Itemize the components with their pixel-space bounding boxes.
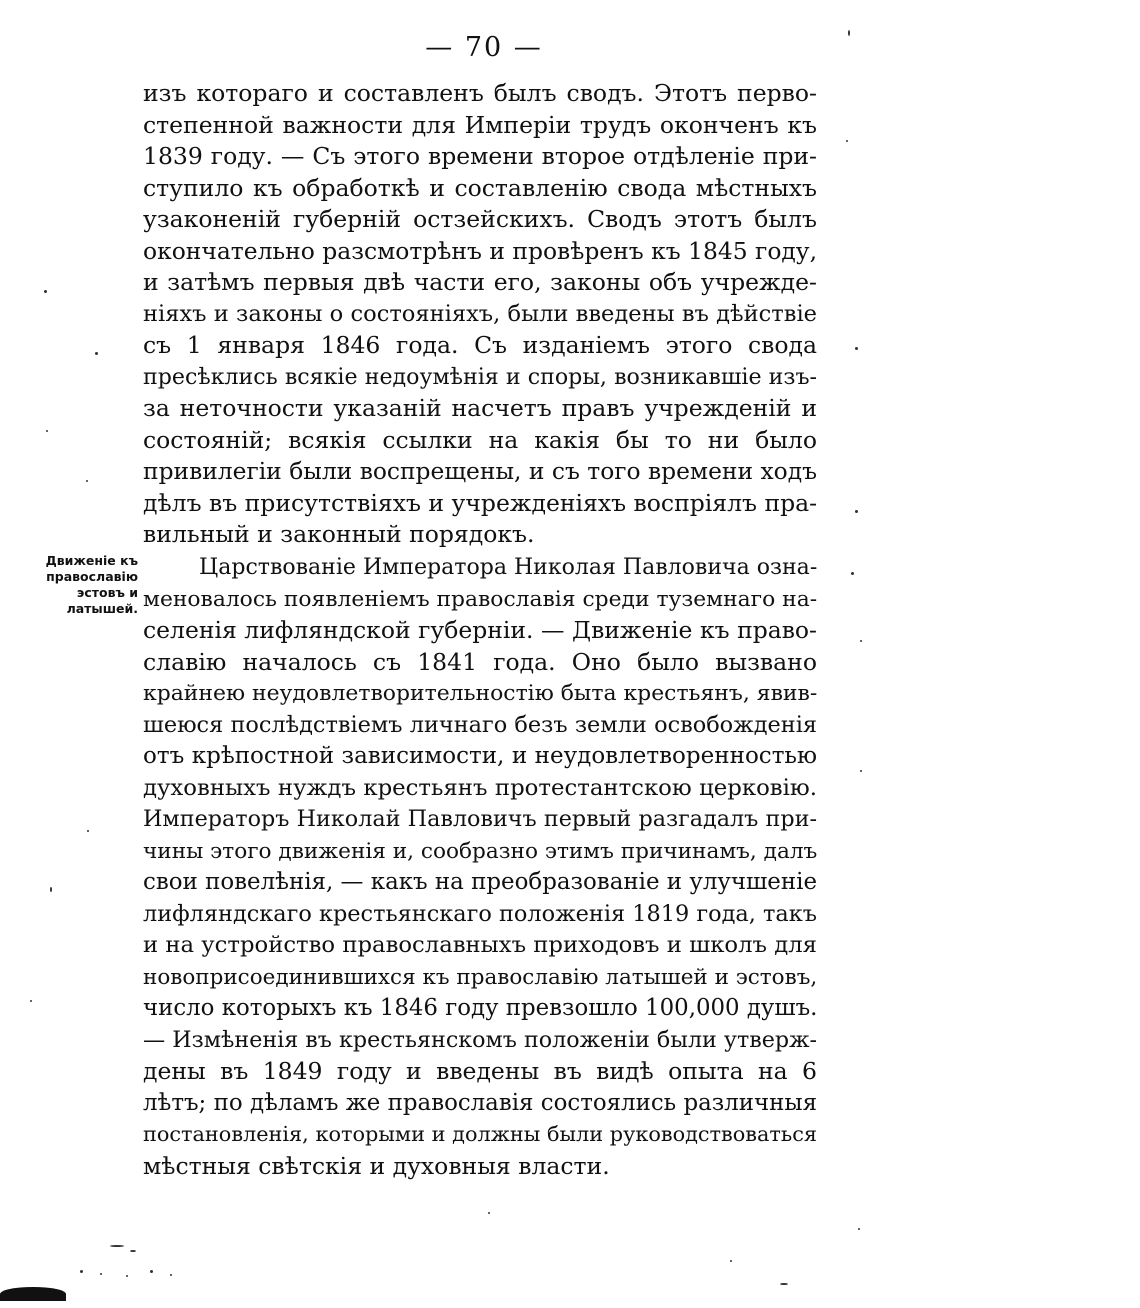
scan-speck [846,140,848,142]
scan-speck [855,347,858,350]
text-line: дѣлъ въ присутствіяхъ и учрежденіяхъ воспріялъ пра- [143,488,818,517]
text-line: новоприсоединившихся къ православію латышей и эстовъ, [143,964,818,990]
scan-speck [488,1212,490,1214]
text-line: духовныхъ нуждъ крестьянъ протестантскою церковію. [143,774,817,801]
text-line: лифляндскаго крестьянскаго положенія 1819 года, такъ [143,900,817,927]
text-line: Императоръ Николай Павловичъ первый разгадалъ при- [143,806,817,832]
margin-note-line: эстовъ и [76,585,138,600]
scan-speck [860,770,862,772]
text-line: — Измѣненія въ крестьянскомъ положеніи были утверж- [143,1026,818,1053]
scan-speck [855,510,858,513]
text-line: привилегіи были воспрещены, и съ того времени ходъ [143,457,817,485]
scan-speck [150,1270,153,1273]
text-line: 1839 году. — Съ этого времени второе отдѣленіе при- [143,142,817,170]
text-line: мѣстныя свѣтскія и духовныя власти. [143,1151,610,1180]
scan-speck [851,572,854,575]
scan-speck [50,887,52,892]
text-line: узаконеній губерній остзейскихъ. Сводъ этотъ былъ [143,205,817,233]
page-number: — 70 — [425,32,543,63]
margin-note-line: Движеніе къ [45,553,138,568]
text-line: свои повелѣнія, — какъ на преобразованіе и улучшеніе [143,869,817,895]
scan-speck [860,640,862,642]
scan-speck [44,290,47,293]
scan-speck [95,352,98,355]
scan-speck [110,1245,124,1247]
scan-speck [130,1250,136,1252]
paragraph-2 [143,552,817,1182]
text-line: вильный и законный порядокъ. [143,520,535,548]
text-line: славію началось съ 1841 года. Оно было вызвано [143,647,817,676]
text-line: ступило къ обработкѣ и составленію свода мѣстныхъ [143,173,817,202]
scan-speck [858,1228,860,1230]
text-line: пресѣклись всякіе недоумѣнія и споры, возникавшіе изъ- [143,363,817,390]
scan-speck [126,1275,128,1277]
scan-speck [80,1270,83,1273]
paragraph-1 [143,78,817,551]
text-line: лѣтъ; по дѣламъ же православія состоялись различныя [143,1089,817,1116]
text-line: изъ котораго и составленъ былъ сводъ. Этотъ перво- [143,79,817,107]
text-line: съ 1 января 1846 года. Съ изданіемъ этого свода [143,331,817,359]
text-line: селенія лифляндской губерніи. — Движеніе къ право- [143,616,817,644]
scan-speck [730,1260,732,1262]
scan-speck [170,1274,172,1276]
text-line: и затѣмъ первыя двѣ части его, законы объ учрежде- [143,268,817,296]
scan-speck [100,1273,102,1275]
scan-speck [46,430,48,432]
text-line: и на устройство православныхъ приходовъ и школъ для [143,932,817,958]
text-line: крайнею неудовлетворительностію быта крестьянъ, явив- [143,681,818,706]
scan-speck [780,1283,788,1285]
text-line: шеюся послѣдствіемъ личнаго безъ земли освобожденія [143,711,817,738]
scan-speck [87,830,89,832]
ink-blot [0,1287,66,1301]
text-line: окончательно разсмотрѣнъ и провѣренъ къ 1845 году, [143,236,817,265]
text-line: за неточности указаній насчетъ правъ учрежденій и [143,394,817,422]
margin-note-line: православію [46,569,138,584]
text-line: отъ крѣпостной зависимости, и неудовлетворенностью [143,743,817,769]
text-line: постановленія, которыми и должны были руководствоваться [143,1122,817,1146]
text-line: Царствованіе Императора Николая Павловича озна- [199,555,818,580]
text-line: ніяхъ и законы о состояніяхъ, были введены въ дѣйствіе [143,300,817,327]
text-line: дены въ 1849 году и введены въ видѣ опыта на 6 [143,1057,817,1085]
scan-speck [86,480,88,482]
text-line: состояній; всякія ссылки на какія бы то ни было [143,425,817,454]
text-line: меновалось появленіемъ православія среди туземнаго на- [143,586,818,612]
margin-note-line: латышей. [66,601,138,616]
margin-note [30,553,138,617]
text-line: число которыхъ къ 1846 году превзошло 100,000 душъ. [143,995,818,1021]
text-line: степенной важности для Имперіи трудъ оконченъ къ [143,110,817,139]
scan-speck [848,30,850,36]
text-line: чины этого движенія и, сообразно этимъ причинамъ, далъ [143,838,818,864]
scan-speck [30,1000,32,1002]
